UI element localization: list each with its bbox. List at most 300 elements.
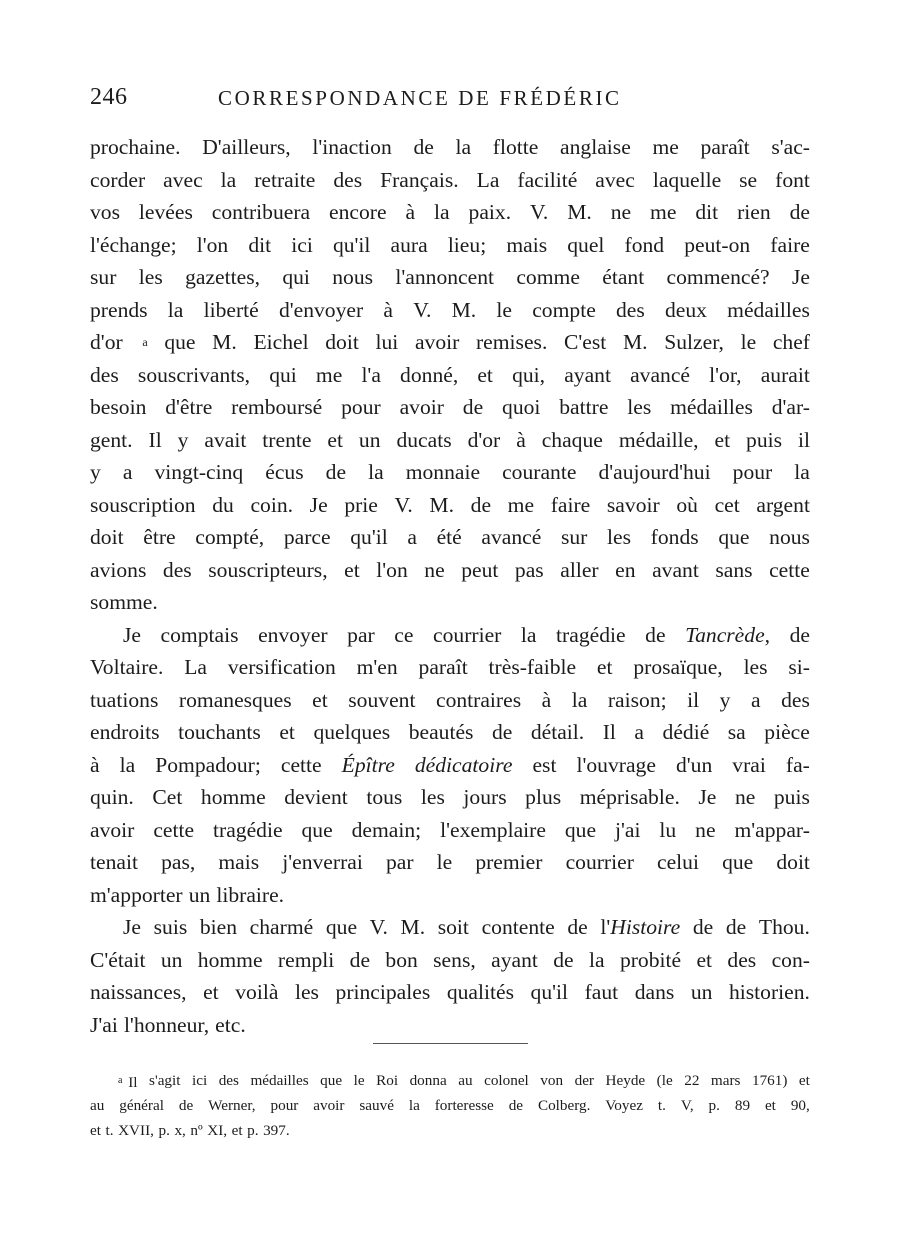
text-run: du [212,492,234,517]
word [212,196,310,229]
word [530,196,548,229]
italic-text: Tancrède [685,622,765,647]
italic-text: dédicatoire [414,752,513,777]
word [333,164,362,197]
text-run: plus [525,785,562,809]
text-run: et [477,362,493,387]
text-run: prochaine. [90,135,181,159]
text-run: m'en [356,655,398,679]
text-run: voilà [235,980,279,1004]
word [357,651,398,684]
word [715,489,740,522]
word [491,944,538,977]
word [90,456,101,489]
text-run: contribuera [211,200,311,224]
word: von [540,1072,564,1089]
text-run: le [496,297,513,322]
text-line [90,944,810,977]
word: Roi [376,1072,399,1089]
text-run: les [138,265,163,289]
word [235,976,278,1009]
word [348,684,415,717]
word [676,749,712,782]
word [376,554,407,587]
word [737,196,771,229]
text-run: Thou. [758,915,810,939]
text-line [90,391,810,424]
word [204,294,259,327]
word: p. [708,1097,720,1114]
text-run: les [743,655,768,679]
text-run: la [520,622,537,647]
text-run: donné, [400,362,459,387]
word [436,684,521,717]
text-run: ne [734,785,756,809]
word [281,749,322,782]
text-run: médaille, [618,427,699,452]
word [595,164,635,197]
text-run: les [627,395,652,419]
word [650,196,676,229]
word [691,976,713,1009]
text-run: principales [335,980,431,1004]
word [492,716,512,749]
text-run: me [315,362,343,387]
word [508,489,534,522]
footnote-reference: a [142,335,148,349]
word [623,326,648,359]
text-run: ne [610,200,632,224]
word [525,781,561,814]
text-run: avant [652,557,699,582]
word: de [178,1097,194,1114]
text-run: probité [619,947,682,972]
text-run: dans [634,980,675,1004]
word [739,164,757,197]
text-run: d'un [675,752,713,777]
word [90,554,146,587]
text-run: dit [248,232,272,257]
text-run: beautés [408,720,474,744]
text-run: encore [329,200,387,224]
word: 22 [684,1072,700,1089]
word [433,619,501,652]
word [437,521,462,554]
word: s'agit [149,1072,181,1089]
word [433,944,476,977]
word [90,326,123,359]
word [90,131,181,164]
text-run: C'était [90,947,146,972]
word [421,781,445,814]
text-run: où [676,492,698,517]
text-line [90,261,810,294]
word [419,651,468,684]
word: Werner, [208,1097,256,1114]
text-run: de [645,622,666,647]
text-run: un [358,427,381,452]
page-number: 246 [90,84,128,110]
text-run: que [164,330,196,354]
text-run: par [347,622,375,647]
word: colonel [484,1072,529,1089]
text-run: homme [200,785,266,809]
text-run: la [588,947,605,972]
word [370,911,388,944]
word [790,196,810,229]
word [475,846,542,879]
text-run: que [722,850,754,874]
text-run: a [407,525,417,549]
word [532,749,556,782]
word [143,521,175,554]
word: p. [247,1122,259,1139]
word: $^a$ Il [118,1074,138,1091]
text-run: cette [153,817,195,842]
text-line [90,716,810,749]
word [676,489,698,522]
text-run: soit [437,915,469,939]
word [685,619,770,652]
footnote-rule [373,1043,528,1044]
text-run: la [119,752,136,777]
word [567,911,587,944]
text-line [90,229,810,262]
text-run: qu'il [350,525,388,549]
text-run: un [690,980,713,1004]
word [776,846,810,879]
text-run: argent [756,492,810,517]
text-run: gazettes, [185,265,260,289]
word [481,521,541,554]
word [729,976,810,1009]
text-run: vrai [732,752,766,777]
text-run: ce [394,622,414,647]
word [761,359,810,392]
word [722,846,753,879]
text-line [90,424,810,457]
text-run: faut [584,980,619,1004]
text-run: sa [727,720,746,744]
word: t. [657,1097,666,1114]
word [630,359,690,392]
text-run: de [789,622,810,647]
text-run: que [564,817,597,842]
word: XI, [207,1122,228,1139]
word [585,976,619,1009]
word [368,456,384,489]
word: x, [174,1122,186,1139]
text-run: rien [737,200,771,224]
text-run: battre [559,395,609,419]
word [695,814,715,847]
word [792,261,810,294]
text-run: raison; [607,687,667,712]
text-run: lieu; [447,232,487,257]
word [312,684,328,717]
text-run: compte [532,297,596,322]
text-run: si- [788,655,810,679]
word [161,944,183,977]
text-run: m'apporter [90,882,183,907]
word [90,424,133,457]
word [463,781,506,814]
footnote-line [90,1118,810,1143]
word [120,749,136,782]
word [773,326,810,359]
text-run: avoir [414,330,460,354]
word [90,489,196,522]
word [352,814,422,847]
word [189,879,211,912]
word [482,911,555,944]
word [302,814,333,847]
text-run: les [294,980,319,1004]
word [279,716,295,749]
text-run: la [455,135,472,159]
word [551,489,591,522]
word [468,424,501,457]
text-run: l'ouvrage [576,752,656,777]
text-run: Français. [380,167,459,192]
text-run: peut-on [684,232,751,257]
text-run: suis [153,915,188,939]
text-run: M. [429,492,454,517]
text-run: et [312,687,328,712]
word [163,554,192,587]
word [282,846,363,879]
word [781,684,810,717]
text-line [90,164,810,197]
word [794,456,810,489]
word [284,521,331,554]
text-run: gent. [90,427,133,452]
word [139,196,193,229]
word [727,944,756,977]
word [310,489,328,522]
word [184,651,207,684]
word [664,326,724,359]
word [154,456,243,489]
word [90,359,119,392]
word [652,554,699,587]
text-run: lu [659,817,677,842]
word [559,391,608,424]
word [185,261,260,294]
word [663,716,710,749]
text-line [90,911,810,944]
text-run: corder [90,167,146,192]
text-run: courrier [565,850,634,874]
word [633,651,722,684]
text-run: le [740,330,757,354]
word [313,716,390,749]
footnote-line [90,1093,810,1118]
text-line [90,489,810,522]
text-run: cet [714,492,740,517]
word [161,619,239,652]
text-run: Sulzer, [664,330,724,354]
text-run: doit [325,330,359,354]
text-run: versification [227,655,336,679]
word [477,359,493,392]
text-run: libraire. [216,882,285,907]
word [625,229,665,262]
word [620,944,681,977]
word [344,554,360,587]
word: (le [656,1072,673,1089]
text-run: j'ai [615,817,641,842]
text-run: deux [664,297,707,322]
text-run: l'or, [709,362,742,387]
text-run: des [90,362,119,387]
text-line [90,879,810,912]
text-run: etc. [215,1012,246,1037]
text-run: retraite [254,167,316,192]
word [515,554,544,587]
word: t. [105,1122,114,1139]
word [406,196,416,229]
word [344,489,378,522]
text-run: mais [506,232,548,257]
text-run: romanesques [178,687,292,712]
text-run: puis [773,785,810,809]
word [248,229,271,262]
text-run: M. [622,330,648,354]
word [161,846,195,879]
word [200,911,237,944]
word [90,814,134,847]
word [727,294,810,327]
text-run: qu'il [332,232,371,257]
text-run: doit [90,525,124,549]
word [496,294,512,327]
word [165,391,212,424]
text-run: ne [424,557,445,582]
text-run: aura [390,232,428,257]
text-run: été [436,525,462,549]
text-run: a [634,720,645,744]
word [564,359,611,392]
word [619,424,699,457]
word [90,164,145,197]
text-run: avoir [399,395,444,419]
text-line [90,359,810,392]
text-line [90,196,810,229]
word: au [458,1072,473,1089]
text-run: devient [284,785,348,809]
word [635,976,675,1009]
text-line [90,749,810,782]
text-run: souscription [90,492,196,517]
text-run: et [279,720,295,744]
text-run: le [436,850,453,874]
word [775,164,810,197]
text-run: avancé [630,362,691,387]
text-run: les [420,785,445,809]
text-run: et [696,947,713,972]
text-run: avancé [481,525,542,549]
text-run: V. [394,492,413,517]
text-run: ayant [564,362,611,387]
text-run: de [725,915,747,939]
footnote [90,1068,810,1143]
text-run: de [567,915,588,939]
word [327,424,343,457]
text-run: Je [123,622,141,647]
text-run: pour [341,395,381,419]
text-run: me [650,200,677,224]
word [477,164,500,197]
word [152,781,182,814]
text-run: tragédie [556,622,626,647]
text-run: d'envoyer [278,297,364,322]
word [325,326,359,359]
word [163,164,203,197]
text-run: de [470,492,492,517]
text-run: dit [695,200,719,224]
word [383,294,393,327]
word: der [574,1072,594,1089]
text-run: V. [413,297,432,322]
text-run: aurait [760,362,810,387]
word [516,261,580,294]
word [695,196,718,229]
word [659,814,676,847]
word [565,814,596,847]
text-run: très-faible [488,655,577,679]
text-run: V. [369,915,388,939]
word [262,424,311,457]
word [90,196,120,229]
word [291,229,313,262]
text-run: charmé [249,915,314,939]
text-run: à [90,752,100,777]
text-run: l'annoncent [395,265,495,289]
word [576,749,655,782]
text-run: peut [461,557,499,582]
word: et [90,1122,101,1139]
word [589,944,605,977]
word [726,911,746,944]
word [735,781,755,814]
word [258,619,328,652]
text-run: D'ailleurs, [202,135,291,159]
word [615,554,635,587]
text-run: nous [332,265,374,289]
word [90,846,138,879]
word [385,944,417,977]
word [284,781,348,814]
text-run: que [301,817,333,842]
text-run: se [739,167,758,192]
text-run: des [333,167,363,192]
text-line [90,131,810,164]
word [786,749,810,782]
text-run: jours [463,785,507,809]
word [178,716,261,749]
word [90,749,100,782]
text-run: cette [769,557,810,582]
text-run: est [532,752,557,777]
text-run: bien [199,915,238,939]
word: de [508,1097,524,1114]
word [279,294,363,327]
text-run: V. [530,200,549,224]
text-run: d'aujourd'hui [598,460,711,484]
word: 397. [263,1122,290,1139]
word: et [798,1072,810,1089]
